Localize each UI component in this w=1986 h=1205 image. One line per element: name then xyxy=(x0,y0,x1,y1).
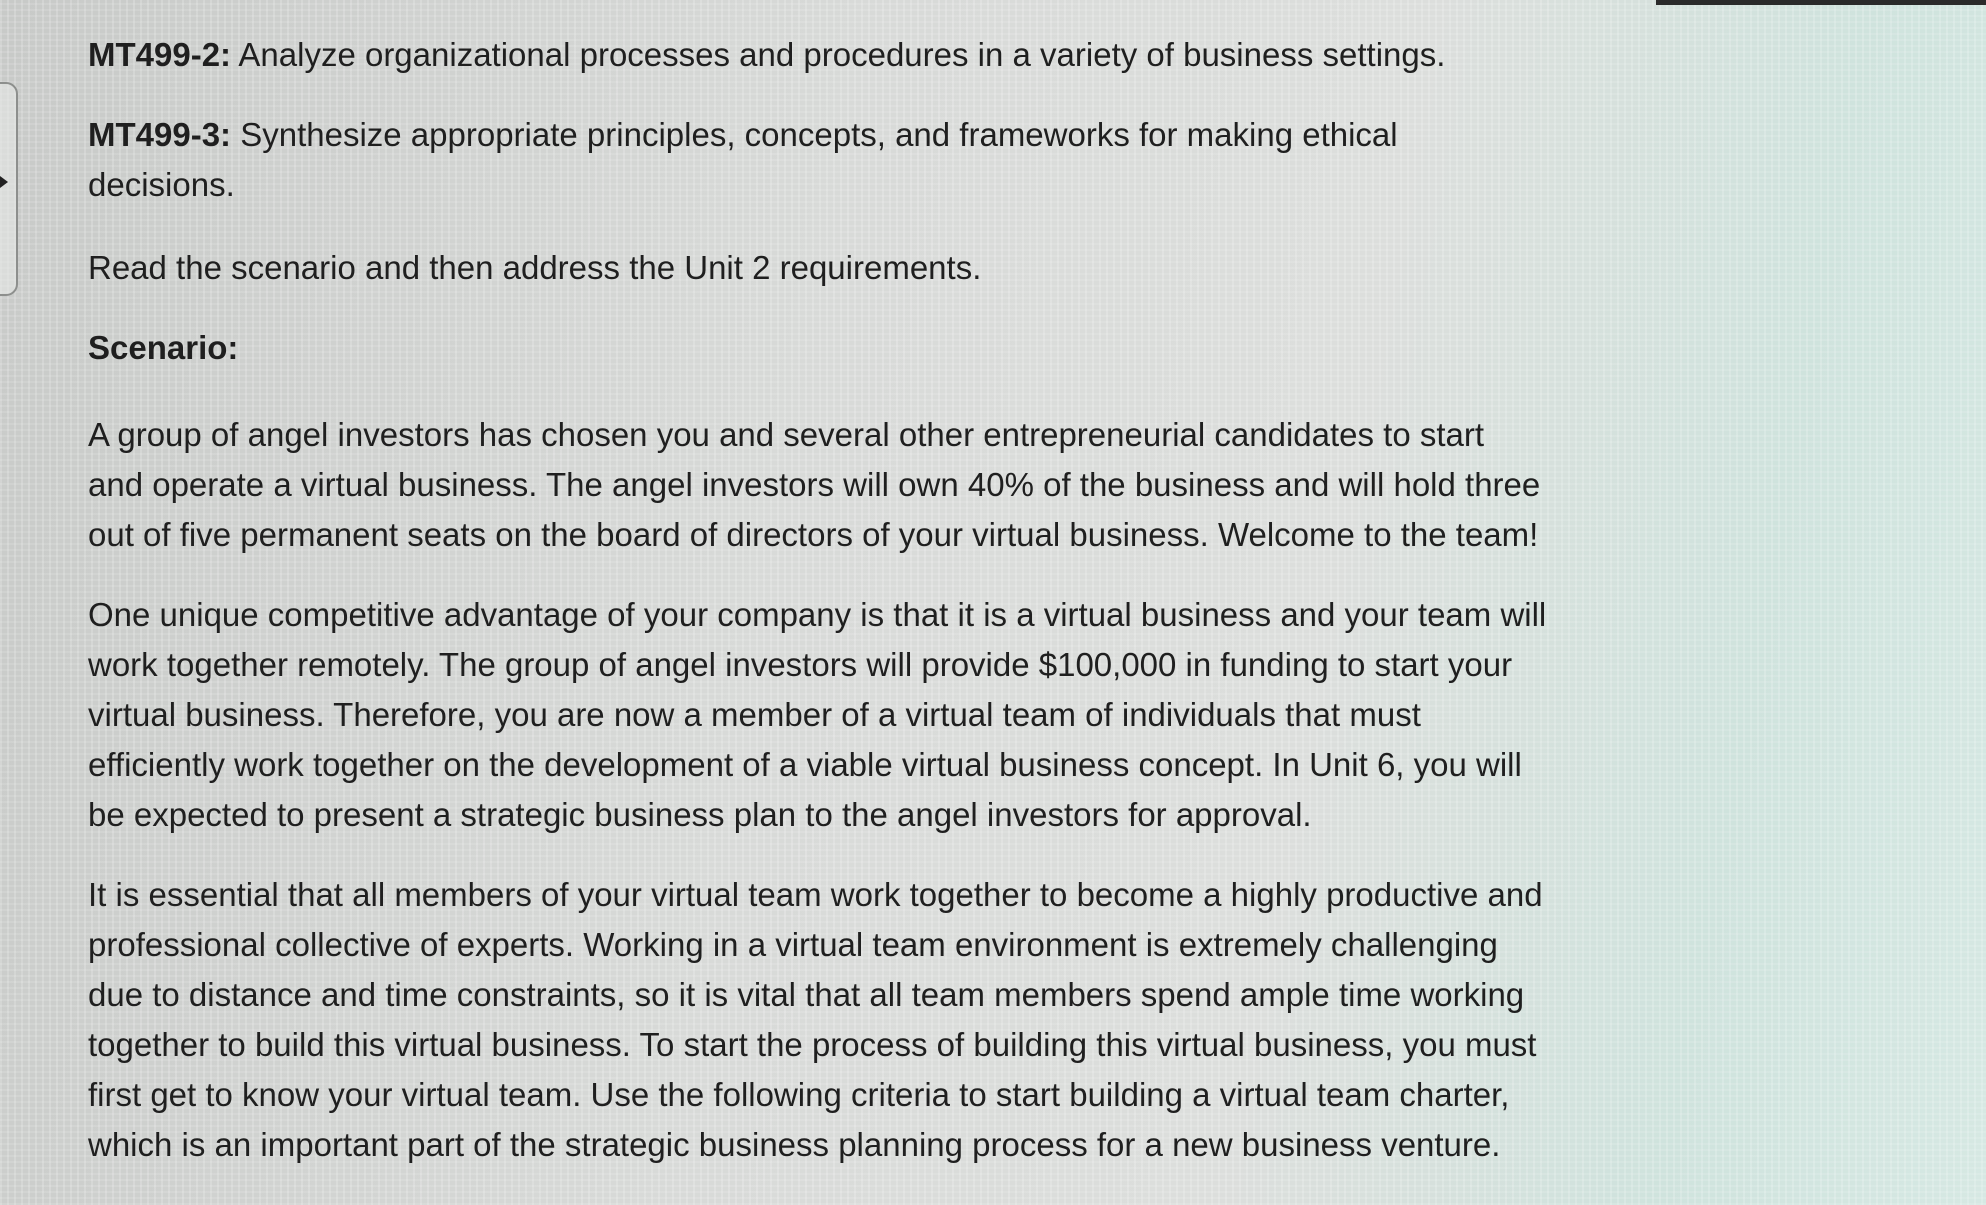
scenario-paragraph-2 xyxy=(88,590,1608,840)
objective-code: MT499-2: xyxy=(88,36,232,73)
objective-text-continued: decisions. xyxy=(88,166,235,203)
scenario-paragraph-3 xyxy=(88,870,1608,1170)
paragraph-line: One unique competitive advantage of your company is that it is a virtual business and your team will xyxy=(88,596,1547,633)
paragraph-line: out of five permanent seats on the board of directors of your virtual business. Welcome to the team! xyxy=(88,516,1539,553)
objective-text: Analyze organizational processes and procedures in a variety of business settings. xyxy=(231,36,1446,73)
paragraph-line: A group of angel investors has chosen you and several other entrepreneurial candidates to start xyxy=(88,416,1485,453)
paragraph-line: It is essential that all members of your virtual team work together to become a highly productive and xyxy=(88,876,1543,913)
scenario-heading: Scenario: xyxy=(88,329,239,366)
side-panel-tab[interactable] xyxy=(0,82,18,296)
scenario-paragraph-1 xyxy=(88,410,1608,560)
paragraph-line: together to build this virtual business. To start the process of building this virtual business, you must xyxy=(88,1026,1537,1063)
expand-arrow-icon[interactable] xyxy=(0,176,8,188)
assignment-content xyxy=(88,30,1608,1200)
paragraph-line: and operate a virtual business. The angel investors will own 40% of the business and will hold three xyxy=(88,466,1541,503)
top-edge-bar xyxy=(1656,0,1986,5)
instruction-text: Read the scenario and then address the Unit 2 requirements. xyxy=(88,249,982,286)
paragraph-line: which is an important part of the strategic business planning process for a new business venture. xyxy=(88,1126,1501,1163)
paragraph-line: virtual business. Therefore, you are now a member of a virtual team of individuals that must xyxy=(88,696,1421,733)
paragraph-line: efficiently work together on the development of a viable virtual business concept. In Unit 6, you will xyxy=(88,746,1522,783)
paragraph-line: first get to know your virtual team. Use the following criteria to start building a virtual team charter, xyxy=(88,1076,1510,1113)
paragraph-line: be expected to present a strategic business plan to the angel investors for approval. xyxy=(88,796,1312,833)
objective-text: Synthesize appropriate principles, concepts, and frameworks for making ethical xyxy=(231,116,1398,153)
paragraph-line: due to distance and time constraints, so it is vital that all team members spend ample time working xyxy=(88,976,1525,1013)
paragraph-line: professional collective of experts. Working in a virtual team environment is extremely challenging xyxy=(88,926,1498,963)
objective-code: MT499-3: xyxy=(88,116,232,153)
objective-mt499-3 xyxy=(88,110,1608,210)
objective-mt499-2 xyxy=(88,30,1608,80)
paragraph-line: work together remotely. The group of angel investors will provide $100,000 in funding to start your xyxy=(88,646,1513,683)
